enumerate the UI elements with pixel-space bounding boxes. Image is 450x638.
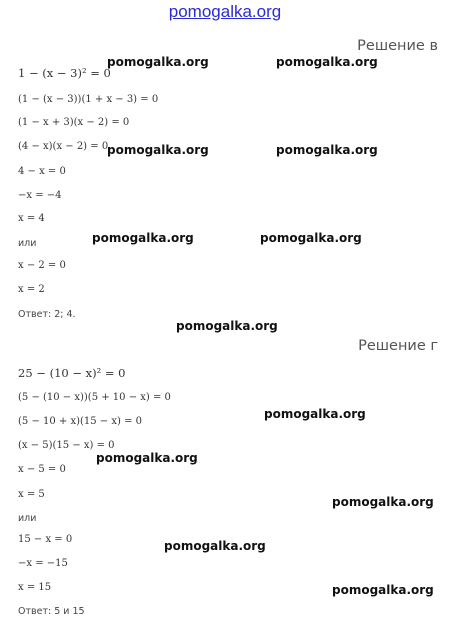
- equation-line: (1 − (x − 3))(1 + x − 3) = 0: [18, 94, 159, 105]
- watermark: pomogalka.org: [92, 231, 194, 245]
- equation-line: 15 − x = 0: [18, 534, 73, 545]
- watermark: pomogalka.org: [96, 451, 198, 465]
- answer-text: Ответ: 2; 4.: [18, 309, 76, 320]
- equation-line: x = 4: [18, 213, 45, 224]
- watermark: pomogalka.org: [264, 407, 366, 421]
- equation-line: −x = −4: [18, 190, 62, 201]
- equation-line: (5 − (10 − x))(5 + 10 − x) = 0: [18, 392, 171, 403]
- equation-line: x = 2: [18, 284, 45, 295]
- equation-line: 1 − (x − 3)² = 0: [18, 66, 111, 80]
- equation-line: x − 2 = 0: [18, 260, 66, 271]
- watermark: pomogalka.org: [276, 55, 378, 69]
- solution-v-title: Решение в: [357, 38, 438, 54]
- or-label: или: [18, 513, 37, 524]
- equation-line: 25 − (10 − x)² = 0: [18, 366, 126, 380]
- watermark: pomogalka.org: [107, 55, 209, 69]
- watermark: pomogalka.org: [260, 231, 362, 245]
- equation-line: (1 − x + 3)(x − 2) = 0: [18, 117, 130, 128]
- solution-g-title: Решение г: [358, 338, 438, 354]
- equation-line: (x − 5)(15 − x) = 0: [18, 440, 115, 451]
- or-label: или: [18, 238, 37, 249]
- watermark: pomogalka.org: [276, 143, 378, 157]
- watermark: pomogalka.org: [107, 143, 209, 157]
- watermark: pomogalka.org: [332, 583, 434, 597]
- equation-line: −x = −15: [18, 558, 68, 569]
- equation-line: (4 − x)(x − 2) = 0: [18, 141, 109, 152]
- watermark: pomogalka.org: [332, 495, 434, 509]
- equation-line: 4 − x = 0: [18, 166, 66, 177]
- header-logo-link[interactable]: pomogalka.org: [168, 2, 282, 21]
- equation-line: x − 5 = 0: [18, 464, 66, 475]
- watermark: pomogalka.org: [176, 319, 278, 333]
- equation-line: x = 15: [18, 582, 52, 593]
- equation-line: x = 5: [18, 489, 45, 500]
- watermark: pomogalka.org: [164, 539, 266, 553]
- equation-line: (5 − 10 + x)(15 − x) = 0: [18, 416, 143, 427]
- answer-text: Ответ: 5 и 15: [18, 606, 85, 617]
